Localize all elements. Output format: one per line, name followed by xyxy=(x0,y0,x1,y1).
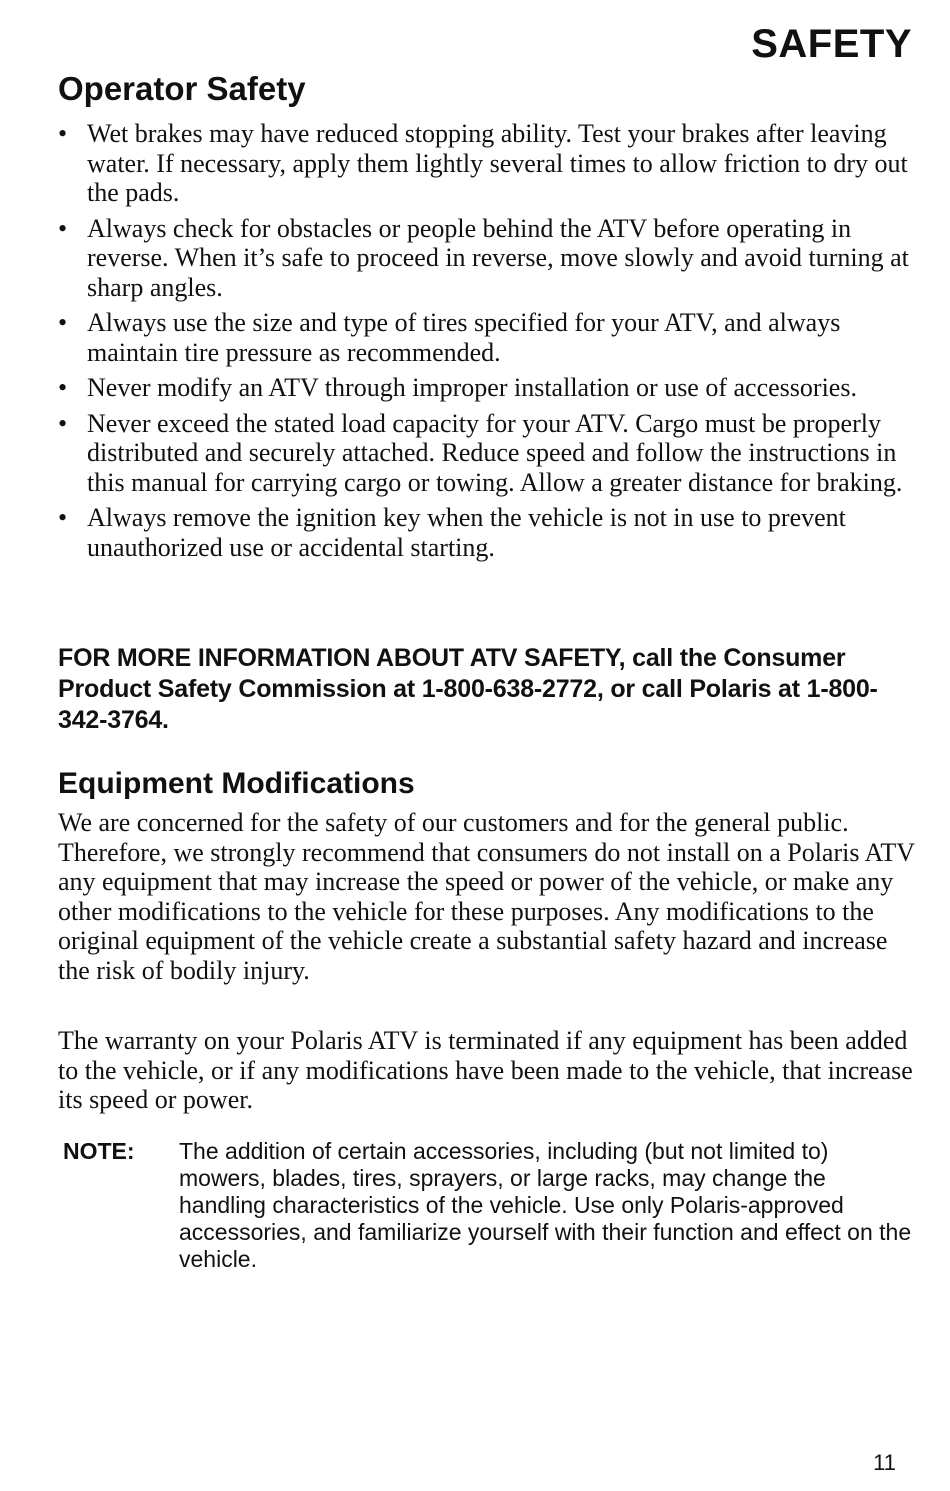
list-item-text: Never exceed the stated load capacity for your ATV. Cargo must be properly distributed and securely attached. Reduce speed and follow the instructions in this manual for carrying cargo or towing. Allow a greater distance for braking. xyxy=(87,408,903,497)
list-item-text: Always use the size and type of tires specified for your ATV, and always maintain tire pressure as recommended. xyxy=(87,308,841,367)
bullet-icon: • xyxy=(58,503,68,532)
bullet-icon: • xyxy=(58,408,68,438)
equipment-modifications-heading: Equipment Modifications xyxy=(58,767,415,800)
bullet-icon: • xyxy=(58,373,68,402)
list-item-text: Always check for obstacles or people behind the ATV before operating in reverse. When it’s safe to proceed in reverse, move slowly and avoid turning at sharp angles. xyxy=(87,213,909,302)
list-item-text: Wet brakes may have reduced stopping ability. Test your brakes after leaving water. If necessary, apply them lightly several times to allow friction to dry out the pads. xyxy=(87,119,908,207)
list-item xyxy=(58,373,913,403)
bullet-icon: • xyxy=(58,213,68,243)
list-item-text: Never modify an ATV through improper installation or use of accessories. xyxy=(87,373,857,402)
warranty-paragraph: The warranty on your Polaris ATV is terminated if any equipment has been added to the vehicle, or if any modifications have been made to the vehicle, that increase its speed or power. xyxy=(58,1026,913,1114)
note-label: NOTE: xyxy=(63,1138,135,1164)
list-item xyxy=(58,503,913,562)
list-item xyxy=(58,119,913,208)
bullet-icon: • xyxy=(58,119,68,148)
list-item xyxy=(58,308,913,367)
note-text: The addition of certain accessories, including (but not limited to) mowers, blades, tires, sprayers, or large racks, may change the handling characteristics of the vehicle. Use only Polaris-approved accessories, and familiarize yourself with their function and effect on the vehicle. xyxy=(179,1138,912,1272)
list-item-text: Always remove the ignition key when the vehicle is not in use to prevent unauthorized use or accidental starting. xyxy=(87,503,846,562)
list-item xyxy=(58,214,913,303)
note-block xyxy=(63,1138,913,1273)
page-number: 11 xyxy=(873,1450,896,1475)
list-item xyxy=(58,409,913,498)
safety-contact-callout: FOR MORE INFORMATION ABOUT ATV SAFETY, call the Consumer Product Safety Commission at 1-800-638-2772, or call Polaris at 1-800-342-3764. xyxy=(58,644,878,734)
operator-safety-list xyxy=(58,119,913,568)
section-tag: SAFETY xyxy=(751,22,912,66)
operator-safety-heading: Operator Safety xyxy=(58,70,306,107)
bullet-icon: • xyxy=(58,308,68,337)
concern-paragraph: We are concerned for the safety of our customers and for the general public. Therefore, we strongly recommend that consumers do not install on a Polaris ATV any equipment that may increase the speed or power of the vehicle, or make any other modifications to the vehicle for these purposes. Any modifications to the original equipment of the vehicle create a substantial safety hazard and increase the risk of bodily injury. xyxy=(58,808,915,985)
